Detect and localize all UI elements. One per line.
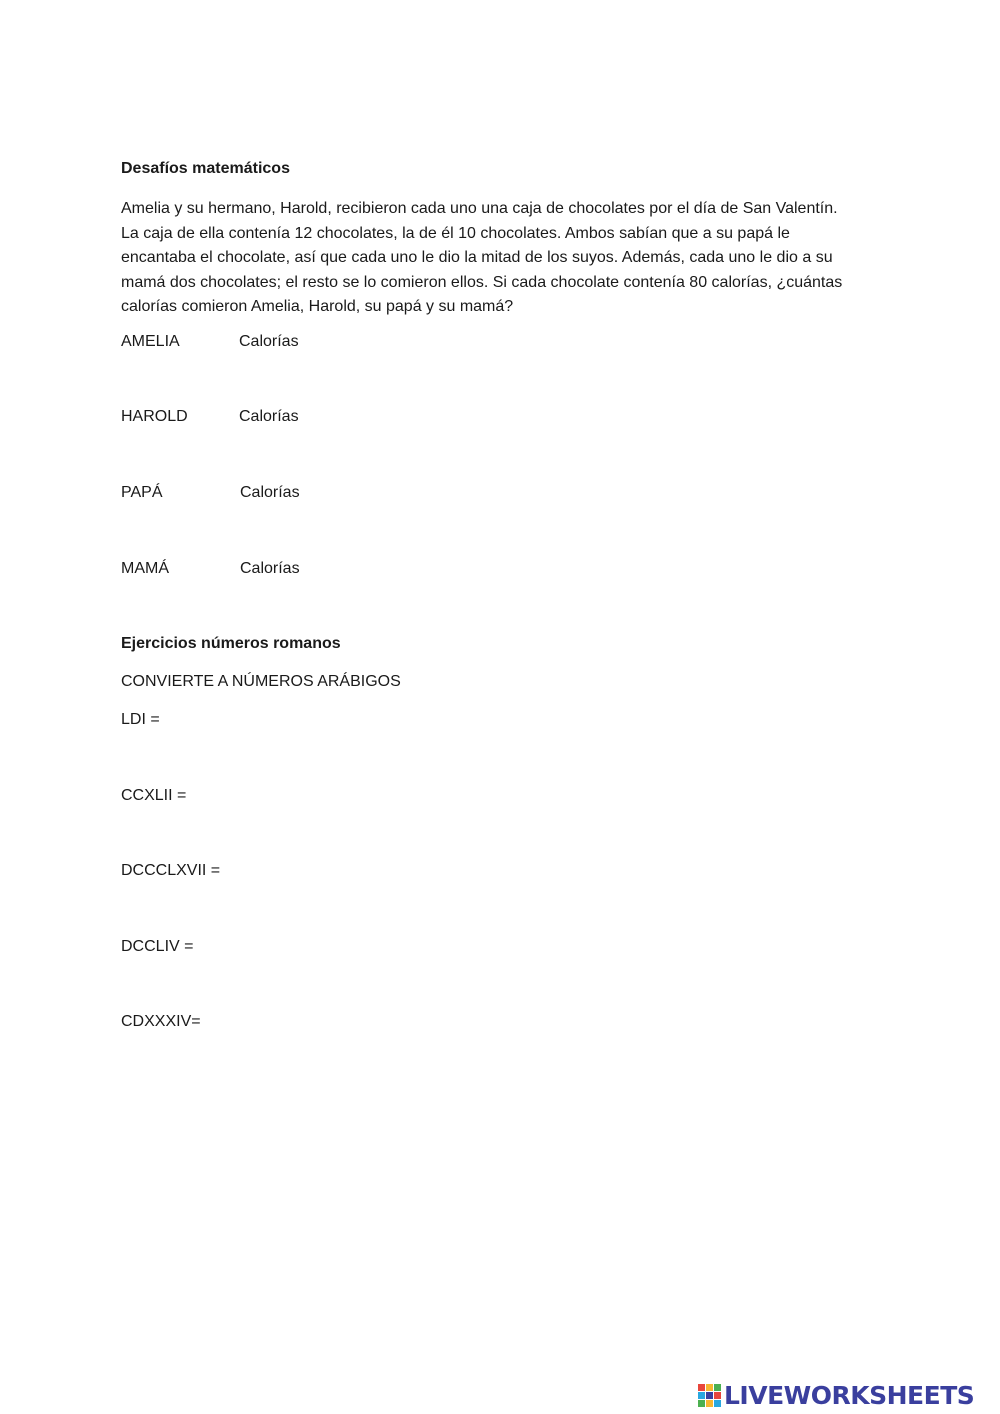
logo-grid-icon [698, 1384, 721, 1407]
answer-label-papa: PAPÁ [121, 484, 163, 501]
problem-paragraph [121, 197, 881, 320]
liveworksheets-logo [698, 1380, 974, 1410]
answer-unit-amelia: Calorías [239, 333, 299, 350]
paragraph-line: Amelia y su hermano, Harold, recibieron cada uno una caja de chocolates por el día de San Valentín. [121, 200, 838, 217]
roman-exercise: DCCCLXVII = [121, 862, 221, 879]
paragraph-line: encantaba el chocolate, así que cada uno le dio la mitad de los suyos. Además, cada uno le dio a su [121, 249, 833, 266]
answer-unit-harold: Calorías [239, 408, 299, 425]
paragraph-line: mamá dos chocolates; el resto se lo comieron ellos. Si cada chocolate contenía 80 calorías, ¿cuántas [121, 273, 843, 291]
roman-exercise: CCXLII = [121, 787, 187, 804]
roman-exercise: LDI = [121, 711, 160, 728]
roman-exercise: DCCLIV = [121, 938, 194, 955]
roman-instruction: CONVIERTE A NÚMEROS ARÁBIGOS [121, 673, 401, 690]
roman-exercise: CDXXXIV= [121, 1013, 201, 1030]
section-title-roman: Ejercicios números romanos [121, 635, 341, 652]
answer-unit-mama: Calorías [240, 560, 300, 577]
section-title-challenges: Desafíos matemáticos [121, 160, 290, 177]
logo-text: LIVEWORKSHEETS [724, 1380, 975, 1410]
answer-unit-papa: Calorías [240, 484, 300, 501]
answer-label-amelia: AMELIA [121, 333, 180, 350]
answer-label-harold: HAROLD [121, 408, 188, 425]
paragraph-line: calorías comieron Amelia, Harold, su papá y su mamá? [121, 298, 514, 315]
paragraph-line: La caja de ella contenía 12 chocolates, la de él 10 chocolates. Ambos sabían que a su papá le [121, 224, 790, 242]
answer-label-mama: MAMÁ [121, 560, 169, 577]
